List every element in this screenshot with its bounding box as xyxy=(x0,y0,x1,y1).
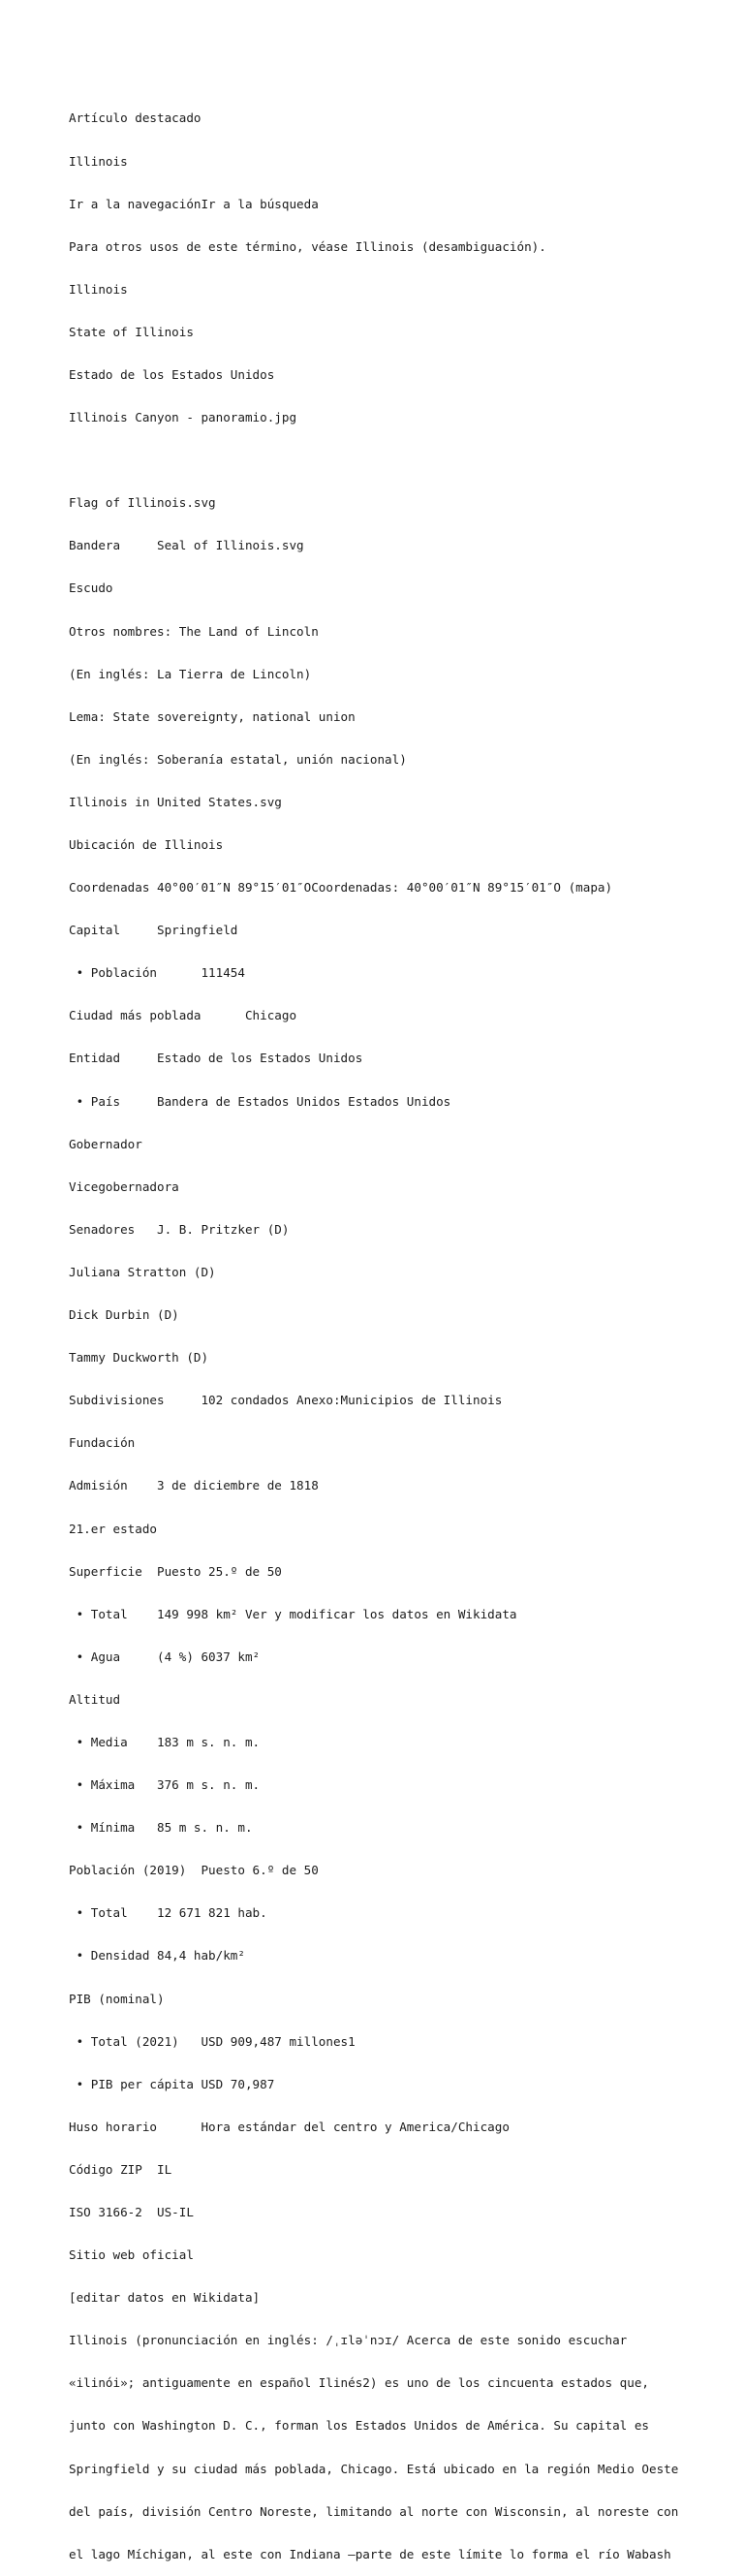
blank-line xyxy=(69,454,689,468)
infobox-line: PIB (nominal) xyxy=(69,1991,165,2006)
infobox-line: • Densidad 84,4 hab/km² xyxy=(69,1948,245,1963)
wikidata-edit-link[interactable]: • Total 149 998 km² Ver y modificar los datos en Wikidata xyxy=(69,1606,517,1621)
article-status: Artículo destacado xyxy=(69,110,202,126)
body-paragraph-line: «ilinói»; antiguamente en español Ilinés2) es uno de los cincuenta estados que, xyxy=(69,2375,649,2391)
infobox-line: Huso horario Hora estándar del centro y America/Chicago xyxy=(69,2119,510,2134)
infobox-line: Ciudad más poblada Chicago xyxy=(69,1008,297,1023)
infobox-line: Entidad Estado de los Estados Unidos xyxy=(69,1051,363,1066)
infobox-line: • País Bandera de Estados Unidos Estados Unidos xyxy=(69,1093,451,1109)
infobox-line: Capital Springfield xyxy=(69,923,238,938)
body-paragraph-line: el lago Míchigan, al este con Indiana —parte de este límite lo forma el río Wabash xyxy=(69,2546,671,2561)
body-paragraph-line: Springfield y su ciudad más poblada, Chicago. Está ubicado en la región Medio Oeste xyxy=(69,2461,679,2476)
body-paragraph-line: del país, división Centro Noreste, limitando al norte con Wisconsin, al noreste con xyxy=(69,2503,679,2519)
infobox-line: Código ZIP IL xyxy=(69,2161,172,2177)
skip-links[interactable]: Ir a la navegaciónIr a la búsqueda xyxy=(69,196,319,211)
infobox-line: Tammy Duckworth (D) xyxy=(69,1350,209,1366)
infobox-line: Superficie Puesto 25.º de 50 xyxy=(69,1563,282,1579)
edit-wikidata-link[interactable]: [editar datos en Wikidata] xyxy=(69,2290,261,2306)
flag-image-link[interactable]: Flag of Illinois.svg xyxy=(69,495,216,511)
infobox-official-name: State of Illinois xyxy=(69,324,194,339)
infobox-title: Illinois xyxy=(69,281,128,297)
infobox-line: • Mínima 85 m s. n. m. xyxy=(69,1820,253,1836)
body-paragraph-line: junto con Washington D. C., forman los Estados Unidos de América. Su capital es xyxy=(69,2418,649,2434)
infobox-line: Altitud xyxy=(69,1691,121,1707)
article-text xyxy=(69,83,689,2576)
subdivisions-link[interactable]: Subdivisiones 102 condados Anexo:Municipios de Illinois xyxy=(69,1393,503,1408)
location-map-link[interactable]: Illinois in United States.svg xyxy=(69,794,282,809)
infobox-line: Lema: State sovereignty, national union xyxy=(69,708,356,724)
infobox-line: (En inglés: Soberanía estatal, unión nacional) xyxy=(69,751,407,767)
infobox-line: • Total 12 671 821 hab. xyxy=(69,1905,267,1921)
infobox-line: • Máxima 376 m s. n. m. xyxy=(69,1777,261,1793)
infobox-line: 21.er estado xyxy=(69,1521,157,1536)
infobox-line: Gobernador xyxy=(69,1136,142,1151)
infobox-line: Senadores J. B. Pritzker (D) xyxy=(69,1221,290,1237)
coordinates-link[interactable]: Coordenadas 40°00′01″N 89°15′01″OCoordenadas: 40°00′01″N 89°15′01″O (mapa) xyxy=(69,880,613,895)
page-title: Illinois xyxy=(69,153,128,169)
infobox-line: Otros nombres: The Land of Lincoln xyxy=(69,623,319,639)
body-paragraph-line: Illinois (pronunciación en inglés: /ˌɪləˈnɔɪ/ Acerca de este sonido escuchar xyxy=(69,2333,628,2348)
infobox-line: Ubicación de Illinois xyxy=(69,837,224,852)
infobox-line: • Agua (4 %) 6037 km² xyxy=(69,1649,261,1664)
infobox-subtitle: Estado de los Estados Unidos xyxy=(69,366,275,382)
official-website-link[interactable]: Sitio web oficial xyxy=(69,2247,194,2263)
infobox-line: (En inglés: La Tierra de Lincoln) xyxy=(69,666,312,681)
seal-image-link[interactable]: Bandera Seal of Illinois.svg xyxy=(69,538,304,553)
infobox-line: Vicegobernadora xyxy=(69,1178,179,1194)
infobox-line: • Población 111454 xyxy=(69,965,245,981)
infobox-line: Fundación xyxy=(69,1435,136,1451)
infobox-line: Juliana Stratton (D) xyxy=(69,1264,216,1279)
disambiguation-note[interactable]: Para otros usos de este término, véase Illinois (desambiguación). xyxy=(69,238,546,254)
infobox-image-link[interactable]: Illinois Canyon - panoramio.jpg xyxy=(69,410,297,425)
infobox-line: • Total (2021) USD 909,487 millones1 xyxy=(69,2033,356,2049)
infobox-line: • PIB per cápita USD 70,987 xyxy=(69,2076,275,2091)
infobox-line: Admisión 3 de diciembre de 1818 xyxy=(69,1478,319,1493)
infobox-line: Escudo xyxy=(69,581,113,596)
infobox-line: • Media 183 m s. n. m. xyxy=(69,1734,261,1749)
infobox-line: Población (2019) Puesto 6.º de 50 xyxy=(69,1863,319,1878)
infobox-line: Dick Durbin (D) xyxy=(69,1307,179,1323)
infobox-line: ISO 3166-2 US-IL xyxy=(69,2205,194,2219)
